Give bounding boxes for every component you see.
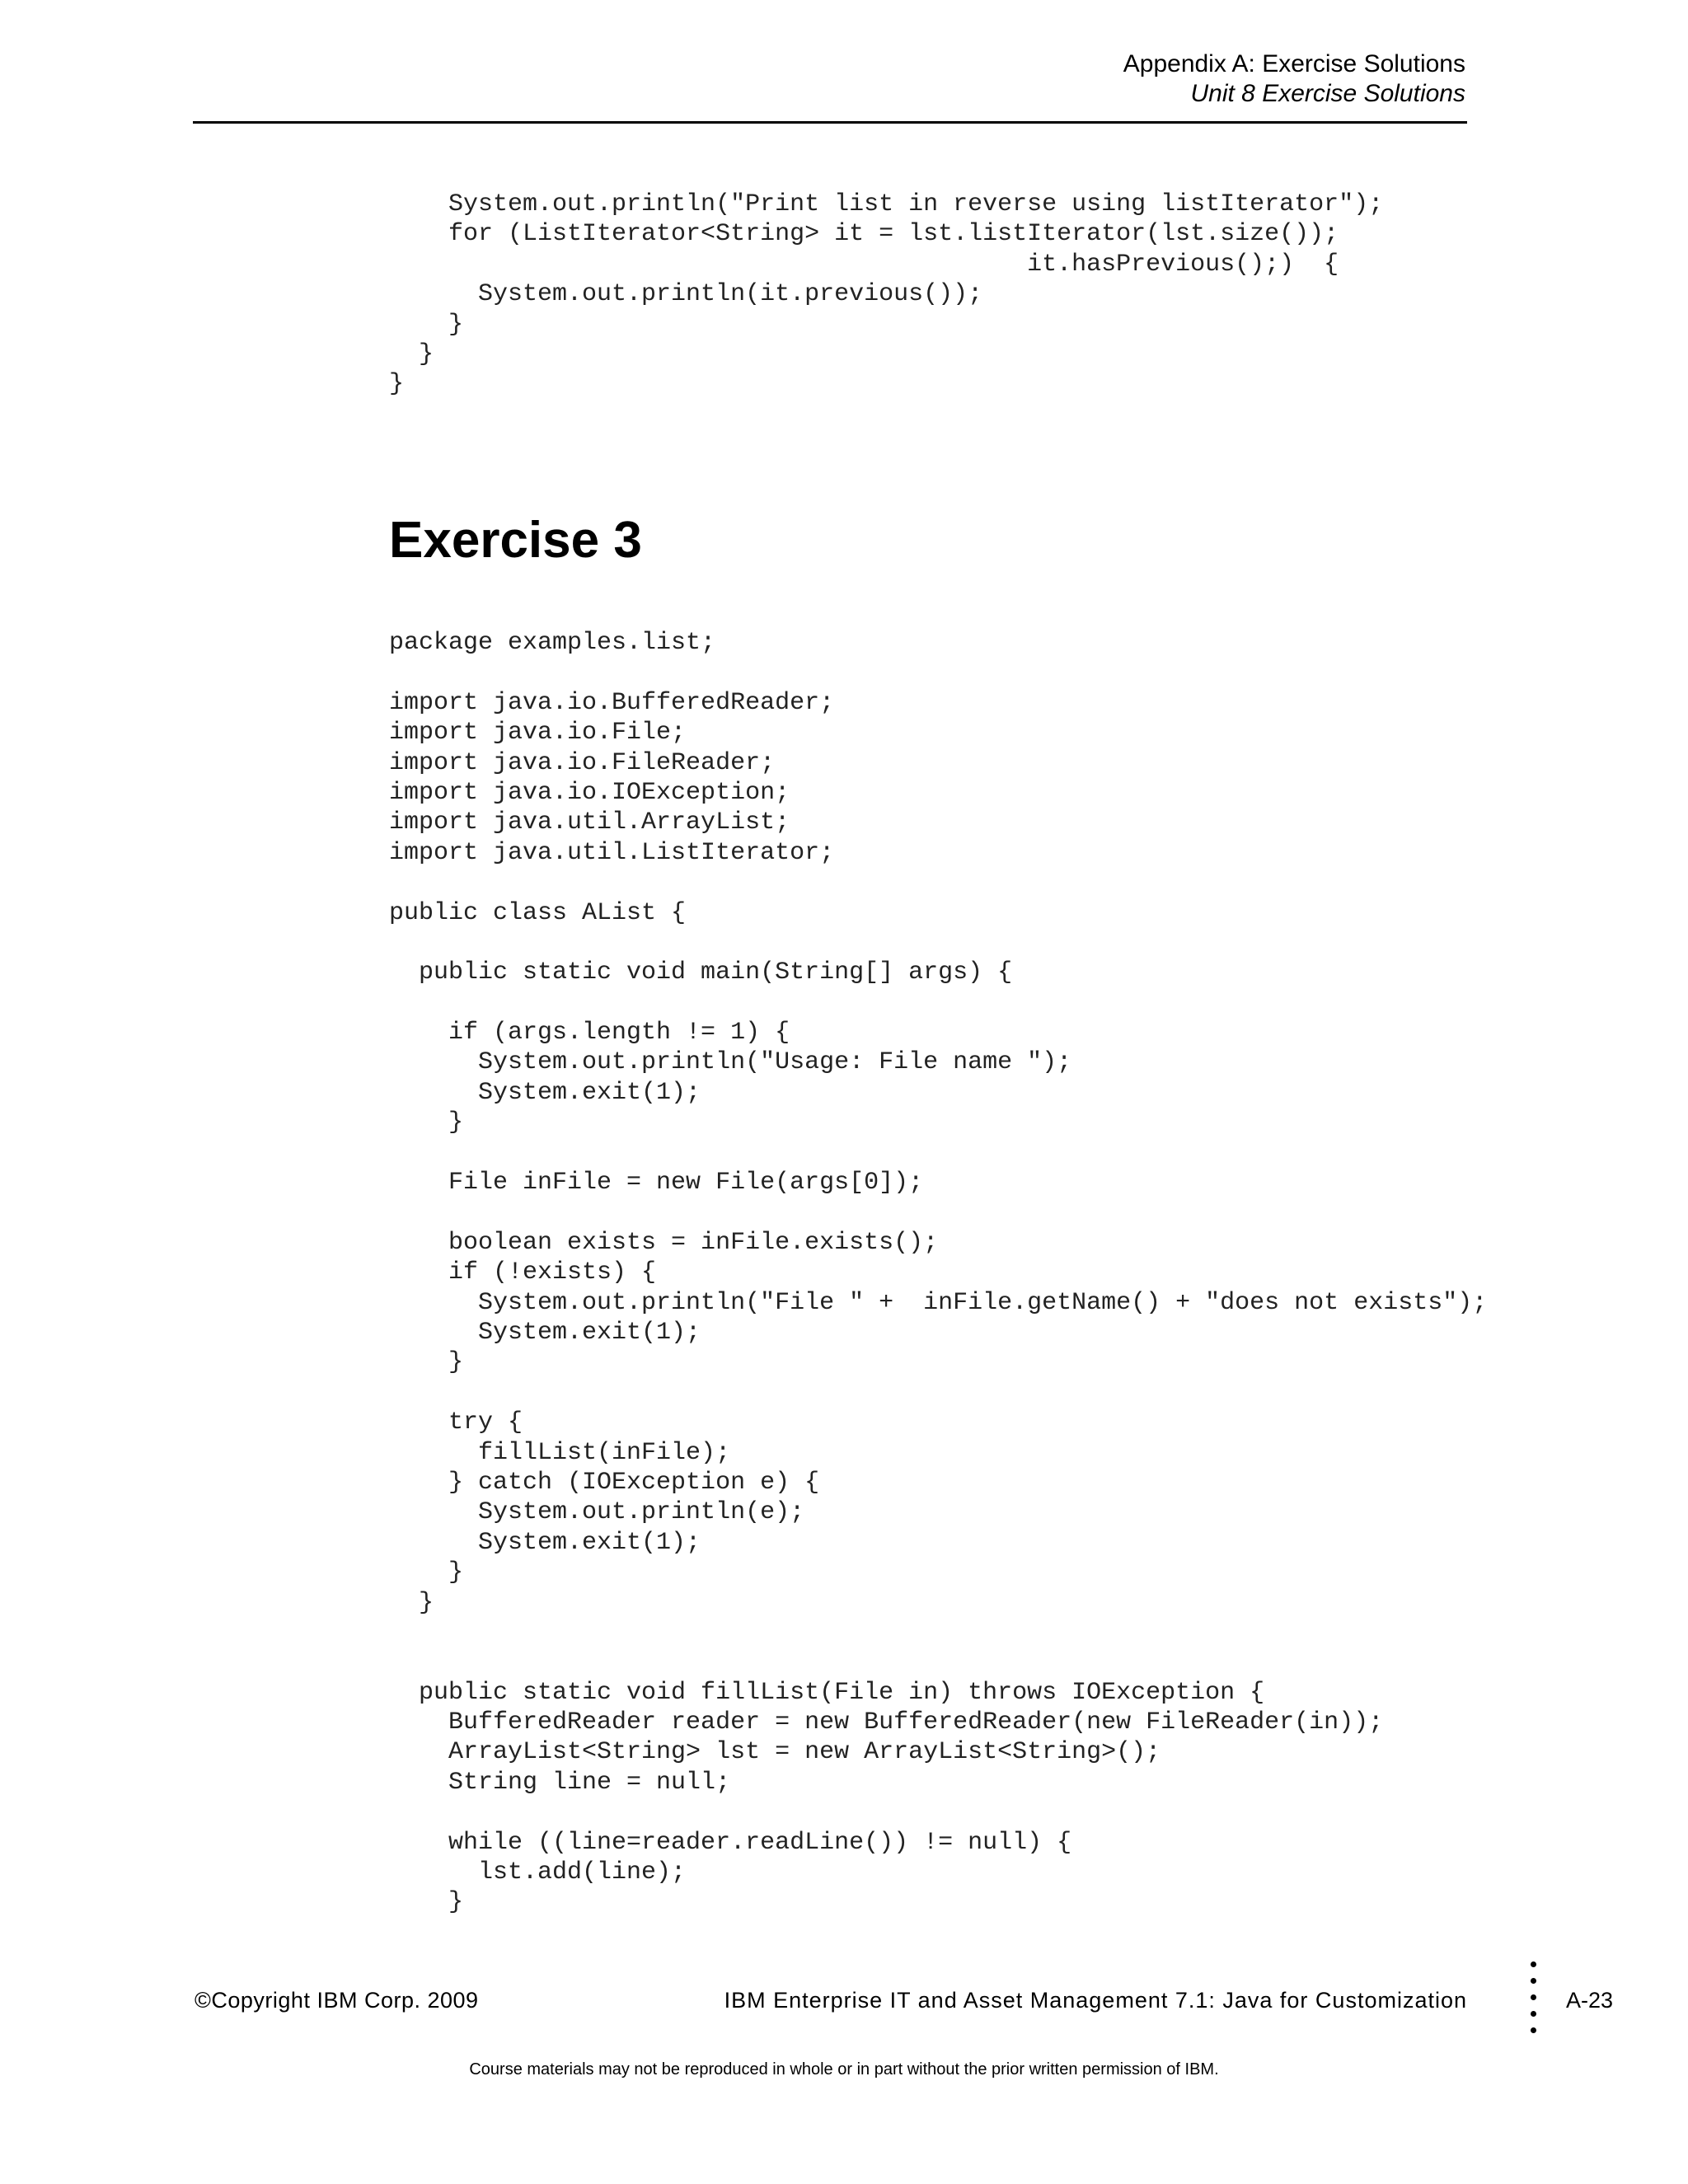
code-line: System.out.println("File " + inFile.getName() + "does not exists"); xyxy=(389,1288,1488,1317)
footer-copyright: ©Copyright IBM Corp. 2009 xyxy=(195,1988,479,2013)
code-line xyxy=(389,1197,1487,1227)
code-line xyxy=(389,1618,1487,1647)
code-line: boolean exists = inFile.exists(); xyxy=(389,1228,939,1257)
code-line: import java.util.ArrayList; xyxy=(389,808,790,837)
page-header xyxy=(1123,49,1465,109)
code-line: if (args.length != 1) { xyxy=(389,1019,790,1047)
code-line: for (ListIterator<String> it = lst.listIterator(lst.size()); xyxy=(389,220,1339,249)
code-line xyxy=(389,1138,1487,1168)
code-line: if (!exists) { xyxy=(389,1258,657,1287)
code-line: System.out.println("Print list in reverse using listIterator"); xyxy=(389,190,1384,218)
code-line: } xyxy=(389,310,464,339)
code-line: ArrayList<String> lst = new ArrayList<String>(); xyxy=(389,1738,1161,1767)
code-line: } xyxy=(389,1888,464,1917)
code-line xyxy=(389,868,1487,898)
code-line: package examples.list; xyxy=(389,629,716,657)
code-line: System.out.println(e); xyxy=(389,1498,805,1527)
code-line: System.exit(1); xyxy=(389,1528,701,1557)
code-line: public static void main(String[] args) { xyxy=(389,958,1013,987)
code-line: public static void fillList(File in) throws IOException { xyxy=(389,1678,1265,1707)
code-line: System.out.println("Usage: File name "); xyxy=(389,1048,1072,1077)
code-line: } xyxy=(389,1108,464,1137)
code-line: import java.io.File; xyxy=(389,719,687,748)
code-line: } xyxy=(389,1588,434,1617)
code-block-exercise-3 xyxy=(389,628,1487,1918)
code-line: import java.io.FileReader; xyxy=(389,748,776,777)
section-heading: Exercise 3 xyxy=(389,512,642,569)
code-line xyxy=(389,1378,1487,1408)
code-line: it.hasPrevious();) { xyxy=(389,250,1339,279)
code-line xyxy=(389,928,1487,958)
code-line: try { xyxy=(389,1408,523,1437)
code-line: System.out.println(it.previous()); xyxy=(389,280,983,309)
code-line xyxy=(389,1797,1487,1827)
code-line: } xyxy=(389,340,434,368)
header-divider xyxy=(193,121,1467,124)
code-line: BufferedReader reader = new BufferedReader(new FileReader(in)); xyxy=(389,1708,1384,1737)
code-line: } xyxy=(389,1558,464,1587)
code-line: System.exit(1); xyxy=(389,1318,701,1347)
header-title: Appendix A: Exercise Solutions xyxy=(1123,50,1465,77)
footer-notice: Course materials may not be reproduced in whole or in part without the prior written permission of IBM. xyxy=(469,2060,1219,2079)
code-block-continued xyxy=(389,190,1383,400)
footer-dots-ornament xyxy=(1531,1961,1539,2044)
code-line xyxy=(389,1647,1487,1677)
footer-page-number: A-23 xyxy=(1566,1988,1614,2013)
code-line: String line = null; xyxy=(389,1768,731,1797)
footer-course-title: IBM Enterprise IT and Asset Management 7.1: Java for Customization xyxy=(724,1988,1467,2013)
code-line: while ((line=reader.readLine()) != null) { xyxy=(389,1828,1072,1857)
code-line: fillList(inFile); xyxy=(389,1438,731,1467)
code-line: File inFile = new File(args[0]); xyxy=(389,1169,924,1197)
header-subtitle: Unit 8 Exercise Solutions xyxy=(1190,80,1465,107)
code-line: import java.io.IOException; xyxy=(389,778,790,807)
code-line: import java.util.ListIterator; xyxy=(389,838,835,867)
code-line: } xyxy=(389,370,405,399)
code-line: lst.add(line); xyxy=(389,1858,687,1887)
code-line xyxy=(389,658,1487,687)
code-line: System.exit(1); xyxy=(389,1078,701,1107)
code-line xyxy=(389,988,1487,1018)
code-line: import java.io.BufferedReader; xyxy=(389,688,835,717)
code-line: } catch (IOException e) { xyxy=(389,1468,820,1497)
code-line: } xyxy=(389,1348,464,1377)
code-line: public class AList { xyxy=(389,898,687,927)
